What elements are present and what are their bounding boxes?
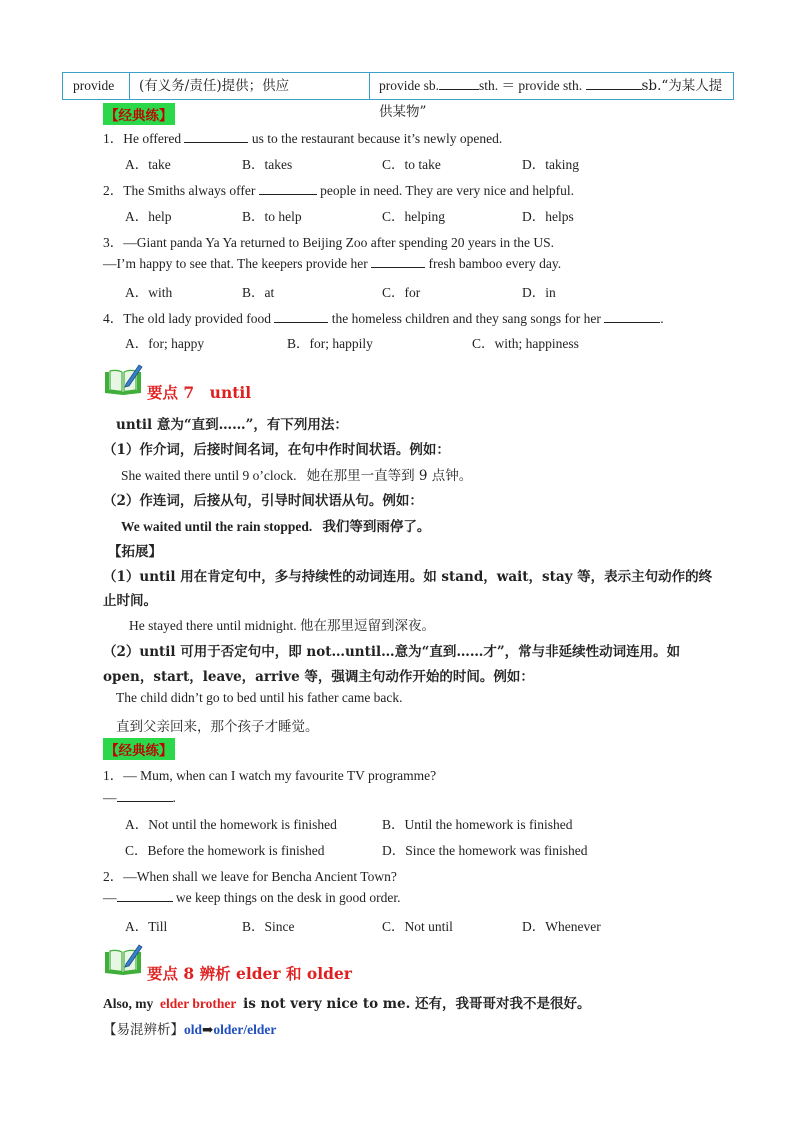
extension-1-example: He stayed there until midnight. 他在那里逗留到深夜。 xyxy=(129,618,435,634)
extension-2-line1: （2）until 可用于否定句中，即 not…until…意为“直到……才”，常与非延续性动词连用。如 xyxy=(103,644,681,660)
option-c: C．helping xyxy=(382,209,445,224)
option-c: C．with; happiness xyxy=(472,336,579,351)
option-c: C．Before the homework is finished xyxy=(125,843,325,858)
option-d: D．Whenever xyxy=(522,919,601,934)
option-d: D．in xyxy=(522,285,556,300)
extension-2-example-en: The child didn’t go to bed until his father came back. xyxy=(116,690,403,705)
option-d: D．helps xyxy=(522,209,574,224)
option-a: A．take xyxy=(125,157,171,172)
section-title: 要点 8 辨析 elder 和 older xyxy=(147,964,352,983)
option-c: C．for xyxy=(382,285,421,300)
practice-tag: 【经典练】 xyxy=(103,738,175,760)
question-1-line1: 1．— Mum, when can I watch my favourite TV programme? xyxy=(103,768,437,783)
option-b: B．for; happily xyxy=(287,336,373,351)
option-b: B．Since xyxy=(242,919,295,934)
question-3-line2: —I’m happy to see that. The keepers provide her fresh bamboo every day. xyxy=(103,256,562,271)
usage-1-heading: （1）作介词，后接时间名词，在句中作时间状语。例如： xyxy=(103,442,450,458)
option-b: B．takes xyxy=(242,157,293,172)
book-icon xyxy=(103,362,143,396)
practice-tag: 【经典练】 xyxy=(103,103,175,125)
option-a: A．with xyxy=(125,285,173,300)
question-2-line1: 2．—When shall we leave for Bencha Ancient Town? xyxy=(103,869,397,884)
option-c: C．Not until xyxy=(382,919,453,934)
option-d: D．Since the homework was finished xyxy=(382,843,588,858)
option-c: C．to take xyxy=(382,157,441,172)
question-3-line1: 3．—Giant panda Ya Ya returned to Beijing Zoo after spending 20 years in the US. xyxy=(103,235,555,250)
book-icon xyxy=(103,942,143,976)
question-4: 4．The old lady provided food the homeless children and they sang songs for her . xyxy=(103,311,664,326)
option-b: B．at xyxy=(242,285,275,300)
confusion-note: 【易混辨析】old➡older/elder xyxy=(103,1022,277,1038)
option-a: A．for; happy xyxy=(125,336,205,351)
until-intro: until 意为“直到……”，有下列用法： xyxy=(116,417,348,433)
option-a: A．help xyxy=(125,209,172,224)
option-a: A．Till xyxy=(125,919,168,934)
option-a: A．Not until the homework is finished xyxy=(125,817,337,832)
option-d: D．taking xyxy=(522,157,579,172)
extension-1-line2: 止时间。 xyxy=(103,593,157,609)
extension-1-line1: （1）until 用在肯定句中，多与持续性的动词连用。如 stand，wait，stay 等，表示主句动作的终 xyxy=(103,569,713,585)
table-usage: provide sb. sth. ＝ provide sth. sb.“为某人提供某物” xyxy=(379,78,723,120)
usage-1-example: She waited there until 9 o’clock. 她在那里一直等到 9 点钟。 xyxy=(121,468,473,484)
table-meaning: (有义务/责任)提供；供应 xyxy=(139,78,290,94)
question-2: 2．The Smiths always offer people in need. They are very nice and helpful. xyxy=(103,183,575,198)
table-word: provide xyxy=(73,78,115,93)
extension-2-line2: open，start，leave，arrive 等，强调主句动作开始的时间。例如： xyxy=(103,669,534,685)
question-1-line2: — . xyxy=(103,790,176,805)
arrow-right-icon: ➡ xyxy=(202,1022,214,1037)
elder-example-sentence: Also, my elder brother is not very nice to me. 还有，我哥哥对我不是很好。 xyxy=(103,996,591,1012)
section-title: 要点 7 until xyxy=(147,383,252,402)
usage-2-heading: （2）作连词，后接从句，引导时间状语从句。例如： xyxy=(103,493,423,509)
option-b: B．Until the homework is finished xyxy=(382,817,573,832)
option-b: B．to help xyxy=(242,209,302,224)
question-1: 1．He offered us to the restaurant because it’s newly opened. xyxy=(103,131,503,146)
extension-2-example-cn: 直到父亲回来，那个孩子才睡觉。 xyxy=(116,719,319,735)
usage-2-example: We waited until the rain stopped. 我们等到雨停了。 xyxy=(121,519,431,535)
question-2-line2: — we keep things on the desk in good order. xyxy=(103,890,401,905)
extension-tag: 【拓展】 xyxy=(108,544,162,560)
